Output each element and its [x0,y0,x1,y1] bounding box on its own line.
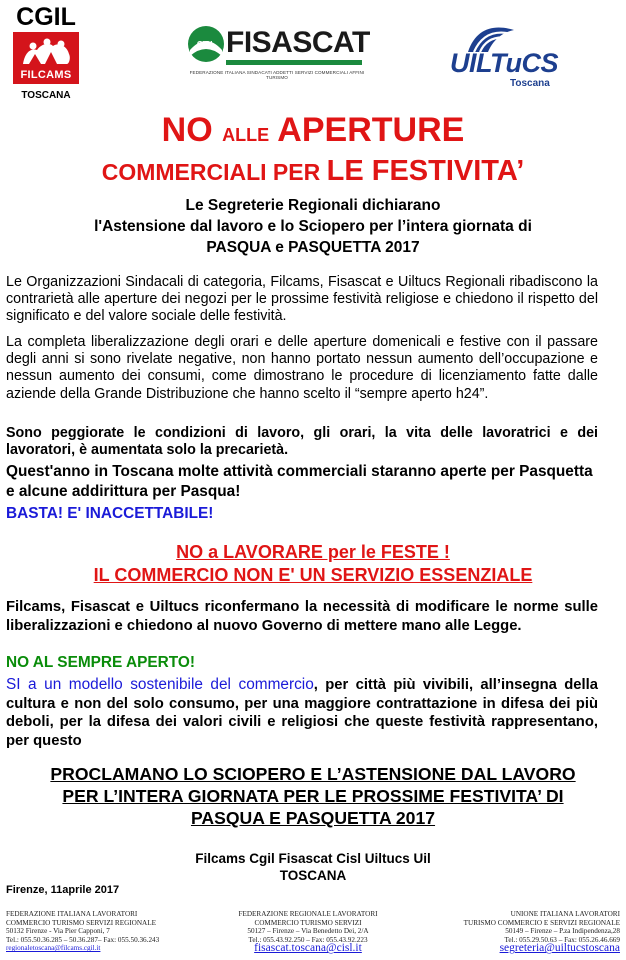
footer-filcams [6,910,206,953]
fisascat-cisl-logo [186,24,368,84]
body2-paragraph-3-rest: , per città più vivibili, all’insegna della cultura e non del solo consumo, per una maggiore contrattazione in difesa dei più deboli, per la difesa dei valori civili e religiosi che queste festività rappresentano, per questo [6,677,598,749]
uiltucs-logo-word: UILTuCS [450,48,558,78]
fisascat-green-bar [226,60,362,65]
headline-line-1 [0,110,626,155]
body-paragraph-3: Sono peggiorate le condizioni di lavoro, gli orari, la vita delle lavoratrici e dei lavoratori, è aumentata solo la precarietà. [6,425,598,459]
footer-uiltucs-line-2: TURISMO COMMERCIO E SERVIZI REGIONALE [463,918,620,927]
fisascat-logo-word: FISASCAT [226,26,370,59]
footer-uiltucs-line-4: Tel.: 055.29.50.63 – Fax: 055.26.46.669 [504,935,620,944]
cgil-logo-word: CGIL [16,3,76,31]
footer-fisascat [208,910,408,953]
headline-aperture: APERTURE [277,111,465,149]
footer-filcams-line-2: COMMERCIO TURISMO SERVIZI REGIONALE [6,918,157,927]
uiltucs-region-label: Toscana [510,78,550,89]
cgil-filcams-logo [10,4,82,102]
headline-no: NO [161,111,213,149]
footer-filcams-email-link[interactable]: regionaletoscana@filcams.cgil.it [6,944,101,953]
body2-paragraph-3 [6,676,598,750]
headline-alle: ALLE [222,125,270,145]
slogan-line-2 [0,563,626,587]
filcams-red-box [13,32,79,84]
footer-fisascat-line-1: FEDERAZIONE REGIONALE LAVORATORI [238,910,378,918]
proclama-line-3: PASQUA E PASQUETTA 2017 [190,808,436,828]
slogan-line-1 [0,540,626,564]
subheading-line-2: l'Astensione dal lavoro e lo Sciopero per l’intera giornata di [94,218,532,235]
workers-figures-icon [19,38,73,66]
footer-filcams-line-4: Tel.: 055.50.36.285 – 50.36.287– Fax: 055.50.36.243 [6,935,160,944]
footer-fisascat-line-4: Tel.: 055.43.92.250 – Fax: 055.43.92.223 [248,935,368,944]
headline-le-festivita: LE FESTIVITA’ [326,155,525,187]
si-modello-sostenibile: SI a un modello sostenibile del commercio [6,676,314,693]
footer-uiltucs [412,910,620,953]
document-date: Firenze, 11aprile 2017 [6,884,120,896]
no-sempre-aperto-line: NO AL SEMPRE APERTO! [6,654,195,671]
footer-fisascat-line-3: 50127 – Firenze – Via Benedetto Dei, 2/A [247,927,369,936]
proclama-line-2: PER L’INTERA GIORNATA PER LE PROSSIME FESTIVITA’ DI [62,786,564,806]
footer-uiltucs-line-1: UNIONE ITALIANA LAVORATORI [510,910,620,918]
footer-fisascat-email-link[interactable]: fisascat.toscana@cisl.it [254,942,362,955]
proclama-line-1: PROCLAMANO LO SCIOPERO E L’ASTENSIONE DAL LAVORO [50,764,576,784]
body-paragraph-4: Quest'anno in Toscana molte attività commerciali staranno aperte per Pasquetta e alcune addirittura per Pasqua! [6,463,593,500]
headline-commerciali-per: COMMERCIALI PER [101,159,321,185]
cisl-emblem-icon [186,24,226,66]
slogan-line-2-text: IL COMMERCIO NON E' UN SERVIZIO ESSENZIALE [93,565,533,585]
uiltucs-logo [450,22,572,92]
signers-line-1: Filcams Cgil Fisascat Cisl Uiltucs Uil [195,851,431,866]
cgil-region-label: TOSCANA [21,90,71,101]
footer-uiltucs-email-link[interactable]: segreteria@uiltucstoscana [499,942,620,955]
footer-uiltucs-line-3: 50149 – Firenze – P.za Indipendenza,28 [505,927,620,936]
subheading-line-1: Le Segreterie Regionali dichiarano [185,197,441,214]
footer-filcams-line-1: FEDERAZIONE ITALIANA LAVORATORI [6,910,138,918]
filcams-logo-word: FILCAMS [20,69,72,81]
subheading-line-3: PASQUA e PASQUETTA 2017 [206,239,420,256]
cisl-emblem-text: CISL [196,40,216,49]
body2-paragraph-1: Filcams, Fisascat e Uiltucs riconfermano la necessità di modificare le norme sulle liberalizzazioni e chiedono al nuovo Governo di mettere mano alle Legge. [6,599,598,634]
fisascat-logo-subtitle: FEDERAZIONE ITALIANA SINDACATI ADDETTI SERVIZI COMMERCIALI AFFINI TURISMO [189,70,365,80]
footer-fisascat-line-2: COMMERCIO TURISMO SERVIZI [254,918,362,927]
basta-line: BASTA! E' INACCETTABILE! [6,505,214,522]
signers-line-2: TOSCANA [279,868,347,883]
body-paragraph-1: Le Organizzazioni Sindacali di categoria, Filcams, Fisascat e Uiltucs Regionali ribadiscono la contrarietà alle aperture dei negozi per le prossime festività religiose e chiedono il rispetto del significato e del valore sociale delle festività. [6,274,598,325]
headline-line-2 [0,156,626,187]
footer-filcams-line-3: 50132 Firenze - Via Pier Capponi, 7 [6,927,110,936]
body-paragraph-2: La completa liberalizzazione degli orari e delle aperture domenicali e festive con il passare degli anni si sono rivelate negative, non hanno portato nessun aumento dell’occupazione e nessun aumento dei consumi, come dimostrano le procedure di licenziamento fatte dalle aziende della Grande Distribuzione che hanno scelto il “sempre aperto h24”. [6,334,598,402]
slogan-line-1-text: NO a LAVORARE per le FESTE ! [176,542,450,562]
